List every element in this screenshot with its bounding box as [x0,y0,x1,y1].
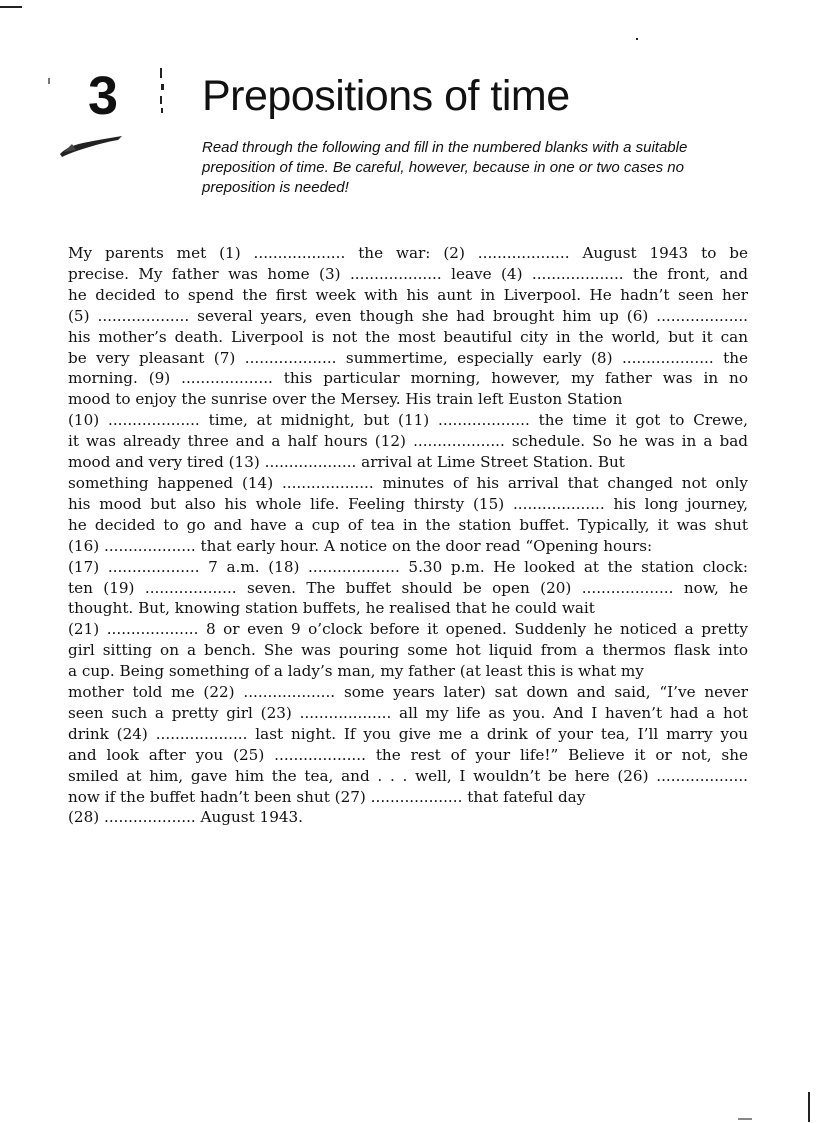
passage-line: mood to enjoy the sunrise over the Mersey. His train left Euston Station [68,390,623,409]
unit-number: 3 [88,66,119,126]
passage-line: (28) ................... August 1943. [68,808,304,827]
passage-line: seen such a pretty girl (23) ................... all my life as you. And I haven’t had a hot [68,703,748,722]
passage-line: his mood but also his whole life. Feeling thirsty (15) ................... his long journey, [68,494,748,513]
passage-line: (5) ................... several years, even though she had brought him up (6) ................... [68,306,748,325]
passage-line: thought. But, knowing station buffets, he realised that he could wait [68,599,595,618]
passage-line: it was already three and a half hours (12) ................... schedule. So he was in a bad [68,432,748,451]
exercise-instructions: Read through the following and fill in the numbered blanks with a suitable preposition of time. Be careful, however, because in one or two cases no preposition is needed! [202,139,688,196]
passage-line: precise. My father was home (3) ................... leave (4) ................... the front, and [68,264,748,283]
passage-line: girl sitting on a bench. She was pouring some hot liquid from a thermos flask into [68,641,748,660]
passage-line: now if the buffet hadn’t been shut (27) ................... that fateful day [68,787,586,806]
passage-line: mood and very tired (13) ................... arrival at Lime Street Station. But [68,453,625,472]
passage-line: (10) ................... time, at midnight, but (11) ................... the time it got to Crewe, [68,411,748,430]
passage-line: drink (24) ................... last night. If you give me a drink of your tea, I’ll marry you [68,724,748,743]
exercise-passage [68,243,748,828]
passage-line: My parents met (1) ................... the war: (2) ................... August 1943 to be [68,244,748,262]
brush-stroke-decoration [58,132,124,158]
passage-line: be very pleasant (7) ................... summertime, especially early (8) ................... the [68,348,748,367]
passage-line: something happened (14) ................... minutes of his arrival that changed not only [68,473,748,492]
passage-line: he decided to go and have a cup of tea in the station buffet. Typically, it was shut [68,515,748,534]
passage-line: (17) ................... 7 a.m. (18) ................... 5.30 p.m. He looked at the station clock: [68,557,748,576]
page-title: Prepositions of time [202,72,570,120]
passage-line: morning. (9) ................... this particular morning, however, my father was in no [68,369,748,388]
passage-line: (16) ................... that early hour. A notice on the door read “Opening hours: [68,536,653,555]
passage-line: mother told me (22) ................... some years later) sat down and said, “I’ve never [68,683,748,702]
passage-line: ten (19) ................... seven. The buffet should be open (20) ................... now, he [68,578,748,597]
passage-line: he decided to spend the first week with his aunt in Liverpool. He hadn’t seen her [68,285,748,304]
passage-line: smiled at him, gave him the tea, and . . . well, I wouldn’t be here (26) ................... [68,766,748,785]
passage-line: and look after you (25) ................... the rest of your life!” Believe it or not, she [68,745,748,764]
passage-line: (21) ................... 8 or even 9 o’clock before it opened. Suddenly he noticed a pretty [68,620,748,639]
passage-line: a cup. Being something of a lady’s man, my father (at least this is what my [68,662,644,681]
passage-line: his mother’s death. Liverpool is not the most beautiful city in the world, but it can [68,327,748,346]
